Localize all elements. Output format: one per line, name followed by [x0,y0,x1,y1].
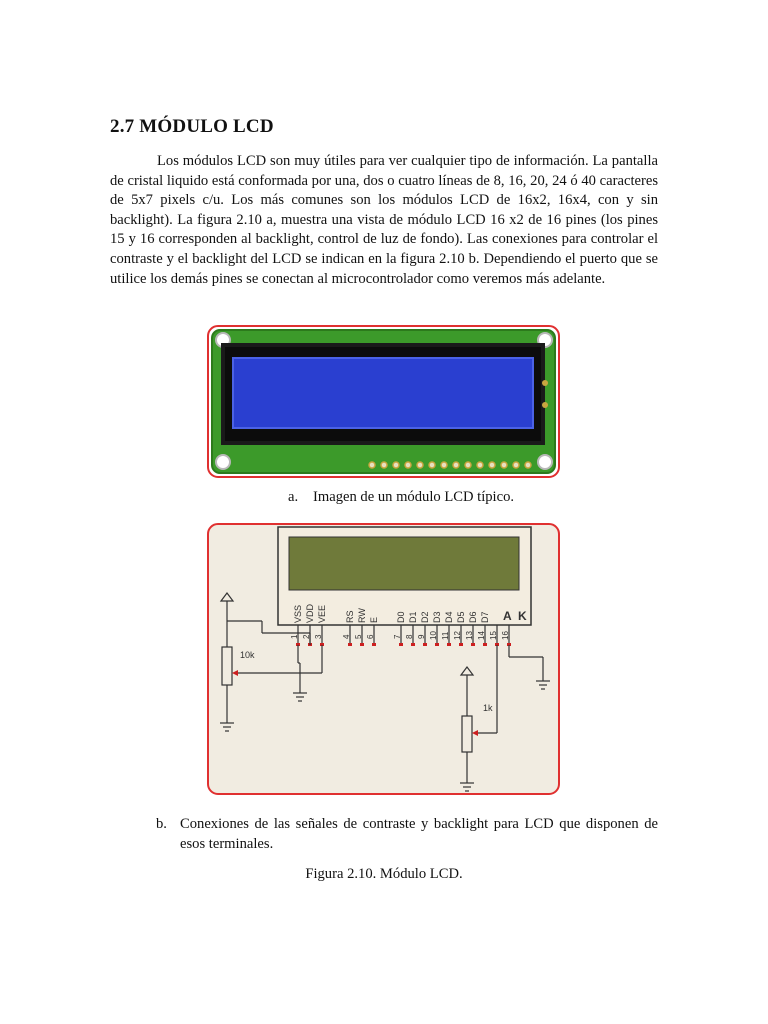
pin-label: RW [357,608,367,623]
pin-number: 2 [302,634,311,639]
lcd-schematic [207,523,560,795]
pin-label: D1 [408,611,418,623]
pin-number: 15 [489,631,498,640]
pin-number: 11 [441,631,450,640]
pin-label-a: A [503,609,512,623]
pin-label: VDD [305,603,315,623]
pot-1k-label: 1k [483,703,493,713]
figure-a-caption-text: Imagen de un módulo LCD típico. [313,489,515,505]
pin-label: D0 [396,611,406,623]
lcd-module-photo [207,325,560,478]
body-paragraph: Los módulos LCD son muy útiles para ver cualquier tipo de información. La pantalla de cristal liquido está conformada por una, dos o cuatro líneas de 8, 16, 20, 24 ó 40 caracteres de 5x7 pixels c/u. Los más comunes son los módulos LCD de 16x2, 16x4, con y sin backlight). La figura 2.10 a, muestra una vista de módulo LCD 16 x2 de 16 pines (los pines 15 y 16 corresponden al backlight, control de luz de fondo). Las conexiones para controlar el contraste y el backlight del LCD se indican en la figura 2.10 b. Dependiendo el puerto que se utilice los demás pines se conectan al microcontrolador como veremos más adelante. [110,153,658,287]
figure-b-marker: b. [156,816,167,832]
pin-number: 7 [393,634,402,639]
section-heading: 2.7 MÓDULO LCD [110,116,274,137]
pin-number: 10 [429,631,438,640]
figure-title: Figura 2.10. Módulo LCD. [305,866,463,882]
pin-number: 9 [417,634,426,639]
pin-number: 5 [354,634,363,639]
pin-number: 6 [366,634,375,639]
figure-a-caption [288,489,514,506]
pin-label: VSS [293,604,303,623]
pin-number: 8 [405,634,414,639]
pin-label: D7 [480,611,490,623]
pin-label: D6 [468,611,478,623]
pin-label: D4 [444,611,454,623]
pot-10k-label: 10k [240,650,255,660]
pin-number: 12 [453,631,462,640]
pin-number: 3 [314,634,323,639]
pin-number: 14 [477,631,486,640]
pin-number: 4 [342,634,351,639]
pin-number: 1 [290,634,299,639]
figure-a-marker: a. [288,489,299,505]
figure-b-caption [156,814,658,854]
pin-label: D5 [456,611,466,623]
figure-b-caption-text: Conexiones de las señales de contraste y backlight para LCD que disponen de esos terminales. [180,816,658,852]
pin-label: D3 [432,611,442,623]
pin-label: E [369,616,379,623]
pin-label: VEE [317,604,327,623]
pin-number: 13 [465,631,474,640]
pin-number: 16 [501,631,510,640]
pin-label-k: K [518,609,527,623]
pin-label: D2 [420,611,430,623]
pin-label: RS [345,610,355,623]
